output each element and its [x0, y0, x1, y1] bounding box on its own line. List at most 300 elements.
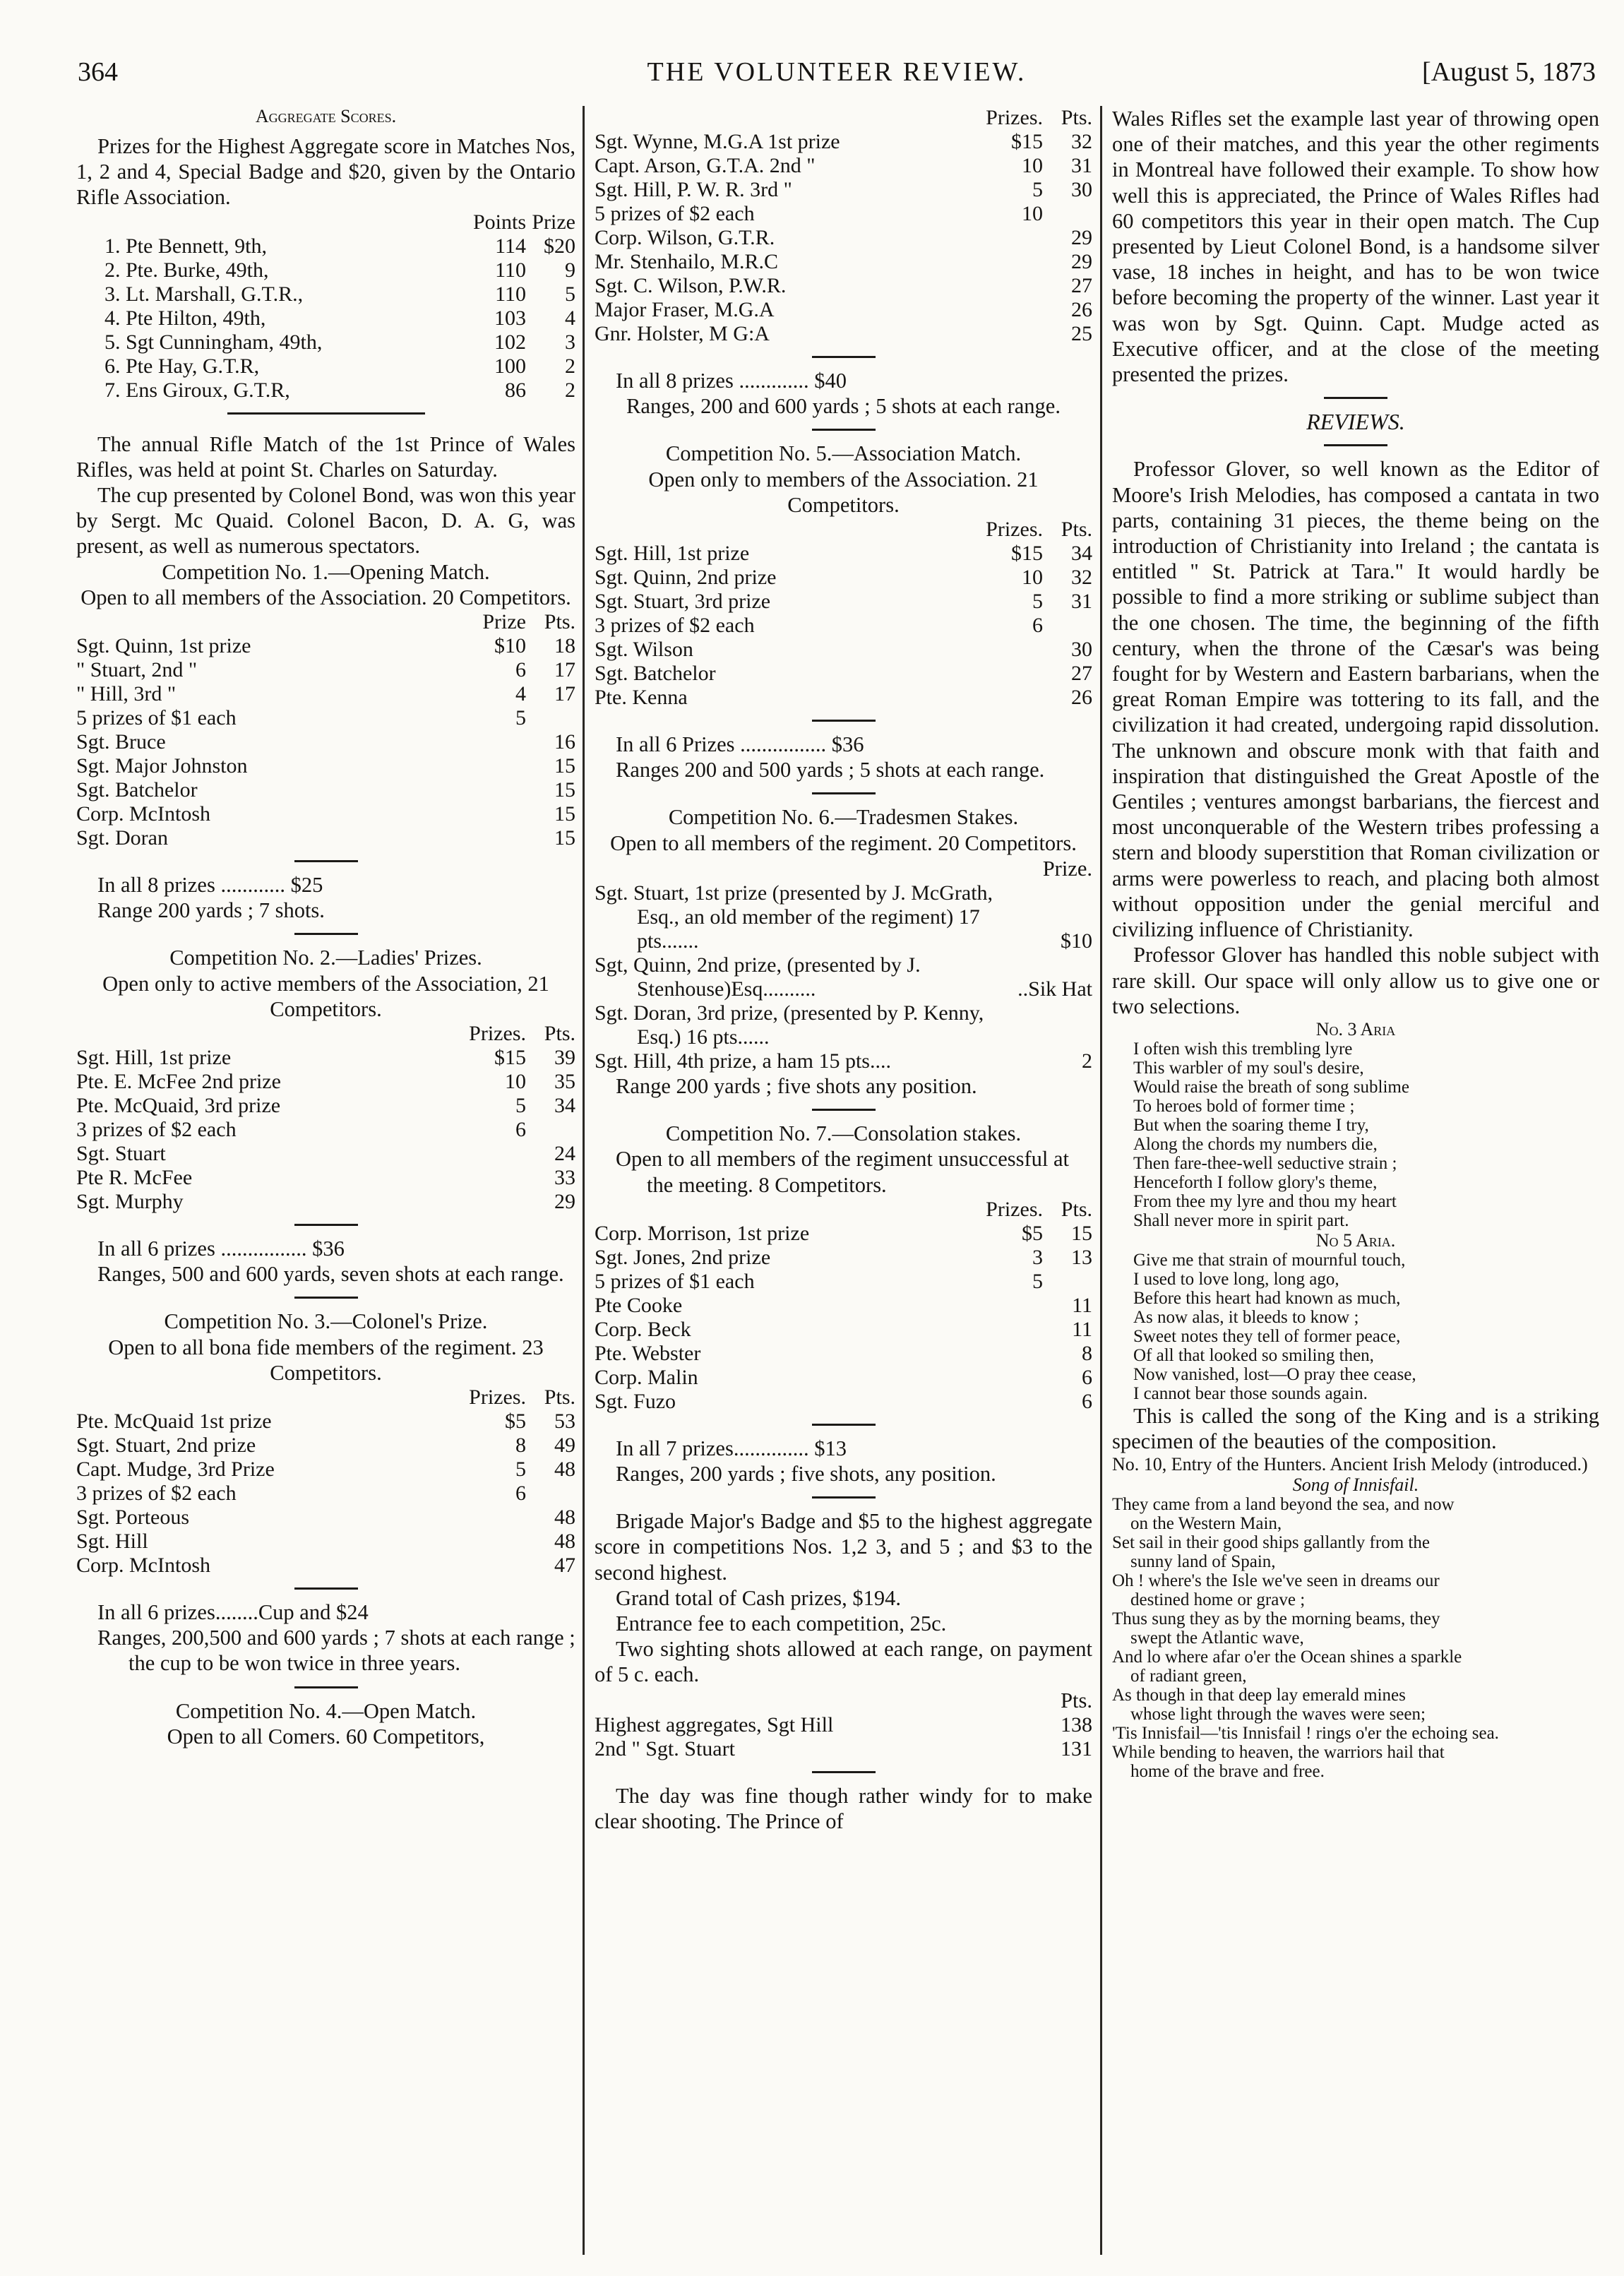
- row-points: 31: [1071, 590, 1092, 614]
- row-points: 32: [1071, 130, 1092, 153]
- row-prize: [983, 686, 1043, 710]
- row-name: Sgt. Hill: [76, 1530, 148, 1554]
- row-name: 3. Lt. Marshall, G.T.R.,: [105, 282, 304, 306]
- row-name: 3 prizes of $2 each: [76, 1482, 237, 1506]
- row-points: [526, 706, 575, 730]
- poem-line: While bending to heaven, the warriors hail that: [1112, 1743, 1445, 1763]
- page-number: 364: [78, 57, 118, 87]
- row-points: 25: [1071, 322, 1092, 345]
- table-row: [595, 1294, 1092, 1318]
- poem-line: swept the Atlantic wave,: [1130, 1628, 1304, 1648]
- divider: [812, 1496, 876, 1499]
- row-points: 102: [494, 330, 526, 354]
- row-name: Sgt. Fuzo: [595, 1389, 676, 1413]
- row-name: Sgt. Doran, 3rd prize, (presented by P. Kenny, Esq.) 16 pts......: [595, 1001, 984, 1049]
- row-prize: 9: [565, 258, 575, 282]
- competition-title: Competition No. 7.—Consolation stakes.: [665, 1121, 1022, 1146]
- row-prize: 5: [1032, 1269, 1043, 1293]
- row-prize: 3: [565, 330, 575, 354]
- poem-line: Sweet notes they tell of former peace,: [1133, 1326, 1401, 1346]
- range-line: Range 200 yards ; five shots any position.: [616, 1074, 977, 1099]
- column-header: Prize: [482, 610, 526, 634]
- table-row: [595, 1390, 1092, 1414]
- row-points: 48: [554, 1506, 575, 1530]
- poem: [1112, 1495, 1599, 1781]
- table-row: [76, 1506, 575, 1530]
- aggregates-table: [595, 1713, 1092, 1761]
- table-row: [76, 1530, 575, 1554]
- competition-eligibility: Open to all bona fide members of the regiment. 23 Competitors.: [108, 1335, 544, 1385]
- column-header: Prizes.: [469, 1386, 526, 1410]
- table-row: [595, 638, 1092, 662]
- divider: [812, 720, 876, 722]
- table-row: [76, 1142, 575, 1166]
- row-name: Corp. Malin: [595, 1365, 698, 1389]
- row-prize: [983, 1390, 1043, 1414]
- row-prize: 5: [515, 1458, 526, 1482]
- divider: [1324, 444, 1387, 446]
- total-line: In all 8 prizes ............. $40: [616, 369, 847, 393]
- row-prize: [466, 1530, 526, 1554]
- column-header: Prizes.: [986, 518, 1043, 542]
- row-points: 15: [1071, 1221, 1092, 1245]
- table-row: [76, 706, 575, 730]
- row-name: Sgt. Hill, 1st prize: [76, 1046, 232, 1070]
- table-row: [595, 1713, 1092, 1737]
- row-prize: [477, 826, 526, 850]
- row-prize: [466, 1142, 526, 1166]
- row-prize: [983, 322, 1043, 346]
- row-name: 5 prizes of $1 each: [595, 1269, 755, 1293]
- row-points: 138: [1061, 1712, 1092, 1736]
- row-points: 15: [554, 802, 575, 826]
- row-points: 6: [1082, 1365, 1092, 1389]
- row-name: Pte. Webster: [595, 1341, 701, 1365]
- table-row: [76, 354, 575, 379]
- column-header: Points: [472, 210, 526, 234]
- row-name: Sgt. Doran: [76, 826, 168, 850]
- range-line: Ranges, 200,500 and 600 yards ; 7 shots at each range ; the cup to be won twice in three years.: [97, 1626, 575, 1676]
- competition-eligibility: Open to all members of the regiment. 20 Competitors.: [610, 830, 1077, 855]
- table-row: [76, 1166, 575, 1190]
- row-prize: 2: [1082, 1049, 1092, 1073]
- column-divider: [583, 106, 585, 2255]
- results-table: [595, 518, 1092, 710]
- table-row: [76, 658, 575, 682]
- range-line: Ranges, 200 yards ; five shots, any position.: [616, 1462, 996, 1486]
- poem-line: of radiant green,: [1130, 1667, 1247, 1686]
- range-line: Range 200 yards ; 7 shots.: [97, 898, 325, 923]
- row-prize: [477, 730, 526, 754]
- table-row: [76, 234, 575, 258]
- row-name: Sgt. Porteous: [76, 1506, 190, 1530]
- column-divider: [1100, 106, 1102, 2255]
- poem-line: Give me that strain of mournful touch,: [1133, 1250, 1406, 1270]
- poem-line: Before this heart had known as much,: [1133, 1288, 1401, 1308]
- row-name: Corp. McIntosh: [76, 802, 210, 826]
- poem-line: Thus sung they as by the morning beams, they: [1112, 1609, 1440, 1629]
- row-name: 5. Sgt Cunningham, 49th,: [105, 330, 323, 354]
- row-points: 27: [1071, 662, 1092, 686]
- row-points: 18: [554, 634, 575, 658]
- table-row: [76, 682, 575, 706]
- column-header: Pts.: [1061, 1688, 1092, 1712]
- row-name: Sgt. Major Johnston: [76, 754, 248, 778]
- poem-line: Henceforth I follow glory's theme,: [1133, 1172, 1378, 1192]
- table-row: [76, 1434, 575, 1458]
- row-points: 114: [495, 234, 526, 258]
- row-prize: [477, 778, 526, 802]
- row-points: [1043, 614, 1092, 638]
- row-name: 5 prizes of $1 each: [76, 706, 237, 730]
- table-row: [76, 1094, 575, 1118]
- row-points: 6: [1082, 1389, 1092, 1413]
- row-prize: [983, 662, 1043, 686]
- row-name: 3 prizes of $2 each: [595, 614, 755, 638]
- row-prize: [983, 226, 1043, 250]
- poem-line: Would raise the breath of song sublime: [1133, 1077, 1409, 1097]
- row-points: 8: [1082, 1341, 1092, 1365]
- table-row: [595, 542, 1092, 566]
- row-points: 15: [554, 826, 575, 850]
- column-header: Prizes.: [986, 106, 1043, 129]
- competition-title: Competition No. 3.—Colonel's Prize.: [164, 1309, 488, 1334]
- poem-line: But when the soaring theme I try,: [1133, 1115, 1369, 1135]
- row-name: Corp. Morrison, 1st prize: [595, 1221, 810, 1245]
- row-points: 53: [554, 1410, 575, 1434]
- divider: [812, 792, 876, 794]
- competition-title: Competition No. 2.—Ladies' Prizes.: [169, 946, 482, 970]
- row-prize: 6: [515, 1118, 526, 1142]
- divider: [1324, 397, 1387, 399]
- row-points: [1043, 1270, 1092, 1294]
- column-header: Pts.: [1061, 106, 1092, 129]
- row-prize: 6: [1032, 614, 1043, 638]
- row-name: Corp. Beck: [595, 1317, 691, 1341]
- row-points: 49: [554, 1434, 575, 1458]
- table-row: [76, 306, 575, 330]
- row-name: 7. Ens Giroux, G.T.R,: [105, 378, 290, 402]
- row-name: Highest aggregates, Sgt Hill: [595, 1712, 834, 1736]
- poem-line: I used to love long, long ago,: [1133, 1269, 1339, 1289]
- table-row: [595, 1246, 1092, 1270]
- poem-line: whose light through the waves were seen;: [1130, 1705, 1426, 1724]
- paragraph: Wales Rifles set the example last year of throwing open one of their matches, and this year the other regiments in Montreal have followed their example. To show how well this is appreciated, the Prince of Wales Rifles had 60 competitors this year in their open match. The Cup presented by Lieut Colonel Bond, is a handsome silver vase, 18 inches in height, and has to be won twice before becoming the property of the winner. Last year it was won by Sgt. Quinn. Capt. Mudge acted as Executive officer, and at the close of the meeting presented the prizes.: [1112, 107, 1599, 387]
- poem-line: I cannot bear those sounds again.: [1133, 1383, 1368, 1403]
- row-points: [526, 1118, 575, 1142]
- row-prize: [983, 638, 1043, 662]
- row-name: Corp. McIntosh: [76, 1554, 210, 1578]
- divider: [294, 1587, 358, 1590]
- table-row: [76, 1070, 575, 1094]
- row-points: 17: [554, 682, 575, 706]
- row-prize: [477, 802, 526, 826]
- row-points: 15: [554, 778, 575, 802]
- column-header: Prizes.: [986, 1197, 1043, 1221]
- row-prize: 2: [565, 378, 575, 402]
- column-header: Pts.: [1061, 518, 1092, 542]
- row-points: 103: [494, 306, 526, 330]
- table-row: [76, 1458, 575, 1482]
- issue-date: [August 5, 1873: [1422, 57, 1596, 87]
- poem-line: To heroes bold of former time ;: [1133, 1096, 1355, 1116]
- aria-title: No. 3 Aria: [1315, 1018, 1396, 1039]
- paragraph: The cup presented by Colonel Bond, was won this year by Sergt. Mc Quaid. Colonel Bacon, D. A. G, was present, as well as numerous spectators.: [76, 483, 575, 559]
- row-prize: 6: [515, 658, 526, 682]
- divider: [294, 860, 358, 862]
- row-name: 3 prizes of $2 each: [76, 1118, 237, 1142]
- song-heading: No. 10, Entry of the Hunters. Ancient Irish Melody (introduced.): [1112, 1454, 1588, 1475]
- total-line: In all 6 Prizes ................ $36: [616, 732, 864, 757]
- total-line: In all 8 prizes ............ $25: [97, 873, 323, 898]
- row-name: Sgt. Murphy: [76, 1190, 184, 1214]
- column-2: [595, 106, 1092, 2255]
- aria-title: No 5 Aria.: [1315, 1229, 1396, 1251]
- entrance-fee: Entrance fee to each competition, 25c.: [616, 1611, 947, 1636]
- table-row: [595, 1737, 1092, 1761]
- row-points: 29: [1071, 226, 1092, 249]
- table-row: [76, 1118, 575, 1142]
- table-row: [595, 566, 1092, 590]
- column-header: Pts.: [544, 1022, 575, 1046]
- row-points: 131: [1061, 1736, 1092, 1760]
- row-prize: 5: [515, 1094, 526, 1118]
- divider: [812, 1771, 876, 1773]
- table-row: [595, 274, 1092, 298]
- table-row: [595, 881, 1092, 953]
- table-row: [595, 202, 1092, 226]
- paragraph: The annual Rifle Match of the 1st Prince of Wales Rifles, was held at point St. Charles on Saturday.: [76, 431, 575, 482]
- table-row: [76, 1046, 575, 1070]
- competition-eligibility: Open to all Comers. 60 Competitors,: [167, 1724, 485, 1748]
- aggregate-table: [76, 210, 575, 403]
- row-name: Mr. Stenhailo, M.R.C: [595, 250, 779, 273]
- row-points: [1043, 202, 1092, 226]
- row-name: Sgt. Batchelor: [595, 662, 716, 686]
- row-name: " Stuart, 2nd ": [76, 658, 198, 682]
- table-row: [76, 258, 575, 282]
- poem-line: destined home or grave ;: [1130, 1590, 1306, 1610]
- row-points: 48: [554, 1458, 575, 1482]
- paragraph: Prizes for the Highest Aggregate score in Matches Nos, 1, 2 and 4, Special Badge and $20, given by the Ontario Rifle Association.: [76, 134, 575, 210]
- page-header: [78, 56, 1596, 99]
- row-prize: 4: [565, 306, 575, 330]
- row-points: 86: [505, 378, 526, 402]
- song-title: Song of Innisfail.: [1292, 1474, 1419, 1496]
- column-header: Pts.: [544, 1386, 575, 1410]
- row-prize: $5: [1022, 1221, 1043, 1245]
- paragraph: Two sighting shots allowed at each range, on payment of 5 c. each.: [595, 1637, 1092, 1687]
- results-table: [76, 1386, 575, 1578]
- row-name: Pte. McQuaid 1st prize: [76, 1410, 272, 1434]
- row-name: Major Fraser, M.G.A: [595, 298, 775, 321]
- row-name: Sgt. Quinn, 1st prize: [76, 634, 251, 658]
- row-prize: [466, 1506, 526, 1530]
- row-name: 2. Pte. Burke, 49th,: [105, 258, 269, 282]
- row-prize: $15: [1011, 542, 1043, 566]
- results-table: [595, 106, 1092, 346]
- row-prize: 5: [1032, 178, 1043, 201]
- row-prize: [466, 1554, 526, 1578]
- paragraph: The day was fine though rather windy for to make clear shooting. The Prince of: [595, 1783, 1092, 1834]
- divider: [812, 356, 876, 358]
- column-header: Prize: [532, 210, 575, 234]
- table-row: [76, 1482, 575, 1506]
- row-points: 15: [554, 754, 575, 778]
- row-name: Sgt. Hill, 4th prize, a ham 15 pts....: [595, 1049, 891, 1073]
- row-points: 48: [554, 1530, 575, 1554]
- divider: [294, 1224, 358, 1226]
- row-prize: $5: [505, 1410, 526, 1434]
- row-points: 39: [554, 1046, 575, 1070]
- poem-line: Along the chords my numbers die,: [1133, 1134, 1378, 1154]
- row-name: Sgt. Stuart, 1st prize (presented by J. McGrath, Esq., an old member of the regiment) 17 pts.......: [595, 881, 993, 953]
- row-points: 26: [1071, 298, 1092, 321]
- poem-line: Oh ! where's the Isle we've seen in dreams our: [1112, 1571, 1440, 1591]
- row-prize: 4: [515, 682, 526, 706]
- row-name: 4. Pte Hilton, 49th,: [105, 306, 266, 330]
- row-prize: 6: [515, 1482, 526, 1506]
- competition-eligibility: Open to all members of the regiment unsuccessful at the meeting. 8 Competitors.: [616, 1147, 1070, 1197]
- table-row: [595, 130, 1092, 154]
- column-header: Pts.: [1061, 1197, 1092, 1221]
- row-prize: [1015, 1001, 1092, 1049]
- table-row: [76, 778, 575, 802]
- table-row: [595, 178, 1092, 202]
- poem: [1112, 1039, 1599, 1230]
- row-prize: $10: [1061, 929, 1092, 953]
- poem-line: Then fare-thee-well seductive strain ;: [1133, 1153, 1397, 1173]
- row-prize: [983, 274, 1043, 298]
- poem-line: As now alas, it bleeds to know ;: [1133, 1307, 1359, 1327]
- row-name: Corp. Wilson, G.T.R.: [595, 226, 775, 249]
- row-name: Sgt. Stuart, 3rd prize: [595, 590, 771, 614]
- table-row: [76, 802, 575, 826]
- row-name: Capt. Arson, G.T.A. 2nd ": [595, 154, 816, 177]
- paragraph: Professor Glover has handled this noble subject with rare skill. Our space will only allow us to give one or two selections.: [1112, 943, 1599, 1018]
- row-name: 1. Pte Bennett, 9th,: [105, 234, 267, 258]
- row-prize: $20: [544, 234, 575, 258]
- row-name: Sgt. Wynne, M.G.A 1st prize: [595, 130, 840, 153]
- row-prize: 10: [1022, 154, 1043, 177]
- column-3: [1112, 106, 1599, 2255]
- competition-title: Competition No. 4.—Open Match.: [175, 1698, 477, 1723]
- row-points: 17: [554, 658, 575, 682]
- row-name: Capt. Mudge, 3rd Prize: [76, 1458, 275, 1482]
- results-table: [76, 1022, 575, 1214]
- poem-line: Now vanished, lost—O pray thee cease,: [1133, 1364, 1416, 1384]
- table-row: [76, 1190, 575, 1214]
- row-name: " Hill, 3rd ": [76, 682, 177, 706]
- row-prize: 5: [565, 282, 575, 306]
- row-points: 33: [554, 1166, 575, 1190]
- row-prize: [983, 1366, 1043, 1390]
- row-points: 11: [1072, 1317, 1092, 1341]
- column-header: Pts.: [544, 610, 575, 634]
- column-1: [76, 106, 575, 2255]
- row-prize: [983, 1342, 1043, 1366]
- table-row: [595, 322, 1092, 346]
- row-name: Sgt. Hill, P. W. R. 3rd ": [595, 178, 792, 201]
- row-points: 100: [494, 354, 526, 378]
- poem-line: Set sail in their good ships gallantly from the: [1112, 1533, 1430, 1553]
- poem-line: From thee my lyre and thou my heart: [1133, 1191, 1397, 1211]
- row-points: 24: [554, 1142, 575, 1166]
- row-name: Sgt, Quinn, 2nd prize, (presented by J. Stenhouse)Esq..........: [595, 953, 921, 1001]
- row-prize: 10: [1022, 566, 1043, 590]
- table-row: [595, 154, 1092, 178]
- table-row: [76, 330, 575, 354]
- divider: [294, 933, 358, 935]
- total-line: In all 6 prizes ................ $36: [97, 1237, 345, 1261]
- table-row: [595, 590, 1092, 614]
- table-row: [76, 282, 575, 306]
- table-row: [595, 1049, 1092, 1073]
- total-line: In all 7 prizes.............. $13: [616, 1436, 847, 1460]
- row-name: Pte. E. McFee 2nd prize: [76, 1070, 281, 1094]
- table-row: [76, 754, 575, 778]
- column-header: Prize.: [1042, 856, 1092, 881]
- divider: [227, 412, 425, 415]
- paragraph: Professor Glover, so well known as the Editor of Moore's Irish Melodies, has composed a cantata in two parts, containing 31 pieces, the theme being on the introduction of Christianity into Ireland ; the cantata is entitled " St. Patrick at Tara." It would hardly be possible to find a more striking or sublime subject than the one chosen. The time, the beginning of the fifth century, when the throne of the Cæsar's was being fought for by Western and Eastern barbarians, when the great Roman Empire was tottering to its fall, and the civilization it had created, undergoing rapid dissolution. The unknown and obscure monk with that faith and inspiration that distinguished the Great Apostle of the Gentiles ; ventures amongst barbarians, the fiercest and most unconquerable of the Western tribes professing a stern and bloody superstition that Roman civilization or arms were powerless to reach, and placing both almost without opposition under the genial merciful and civilizing influence of Christianity.: [1112, 457, 1599, 942]
- table-row: [595, 1366, 1092, 1390]
- table-row: [595, 1222, 1092, 1246]
- row-prize: 5: [515, 706, 526, 730]
- row-name: Sgt. C. Wilson, P.W.R.: [595, 274, 787, 297]
- table-row: [595, 614, 1092, 638]
- row-name: Sgt. Wilson: [595, 638, 693, 662]
- divider: [812, 1109, 876, 1111]
- table-row: [595, 1001, 1092, 1049]
- paragraph: This is called the song of the King and is a striking specimen of the beauties of the composition.: [1112, 1403, 1599, 1454]
- row-name: Pte. McQuaid, 3rd prize: [76, 1094, 281, 1118]
- row-points: 47: [554, 1554, 575, 1578]
- poem-line: I often wish this trembling lyre: [1133, 1039, 1353, 1059]
- row-prize: 10: [505, 1070, 526, 1094]
- section-heading: Aggregate Scores.: [255, 106, 397, 126]
- row-name: Sgt. Bruce: [76, 730, 166, 754]
- paragraph: Brigade Major's Badge and $5 to the highest aggregate score in competitions Nos. 1,2 3, and 5 ; and $3 to the second highest.: [595, 1509, 1092, 1585]
- row-prize: [983, 250, 1043, 274]
- row-prize: 2: [565, 354, 575, 378]
- table-row: [595, 250, 1092, 274]
- poem: [1112, 1251, 1599, 1403]
- row-name: Sgt. Stuart, 2nd prize: [76, 1434, 256, 1458]
- row-points: 30: [1071, 178, 1092, 201]
- row-prize: [983, 1294, 1043, 1318]
- range-line: Ranges, 500 and 600 yards, seven shots at each range.: [97, 1262, 564, 1287]
- row-points: 29: [554, 1190, 575, 1214]
- row-name: 5 prizes of $2 each: [595, 202, 755, 225]
- row-name: Pte. Kenna: [595, 686, 688, 710]
- poem-line: Shall never more in spirit part.: [1133, 1210, 1349, 1230]
- range-line: Ranges 200 and 500 yards ; 5 shots at each range.: [616, 758, 1045, 782]
- poem-line: As though in that deep lay emerald mines: [1112, 1686, 1406, 1705]
- row-points: 30: [1071, 638, 1092, 662]
- competition-eligibility: Open to all members of the Association. 20 Competitors.: [80, 585, 571, 609]
- row-points: 110: [495, 258, 526, 282]
- poem-line: home of the brave and free.: [1130, 1762, 1325, 1782]
- row-name: 6. Pte Hay, G.T.R,: [105, 354, 260, 378]
- row-points: 35: [554, 1070, 575, 1094]
- table-row: [595, 1270, 1092, 1294]
- table-row: [76, 1410, 575, 1434]
- row-prize: 3: [1032, 1245, 1043, 1269]
- row-points: 29: [1071, 250, 1092, 273]
- column-header: Prizes.: [469, 1022, 526, 1046]
- competition-eligibility: Open only to members of the Association. 21 Competitors.: [648, 467, 1039, 517]
- row-points: 110: [495, 282, 526, 306]
